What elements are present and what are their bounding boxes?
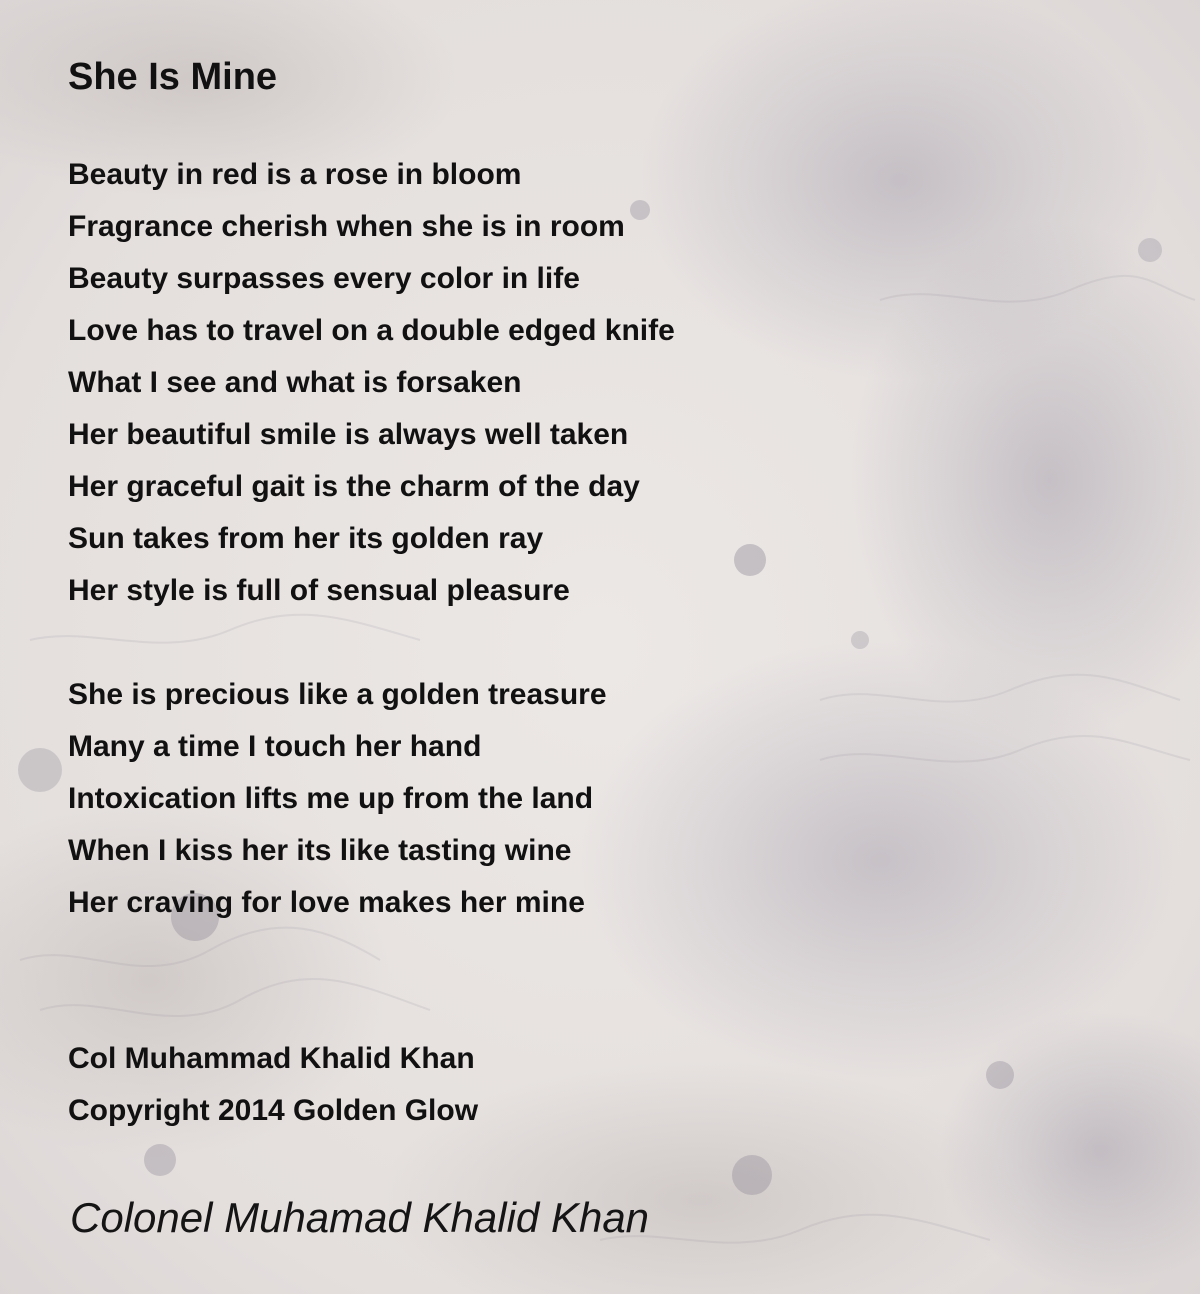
poem-line: What I see and what is forsaken — [68, 366, 522, 399]
author-signature: Colonel Muhamad Khalid Khan — [70, 1194, 650, 1241]
poem-line: Her graceful gait is the charm of the day — [68, 470, 640, 503]
poem-line: Her craving for love makes her mine — [68, 886, 585, 919]
poem-stanza-2 — [68, 669, 607, 929]
poem-line: Beauty surpasses every color in life — [68, 262, 580, 295]
poem-line: When I kiss her its like tasting wine — [68, 834, 572, 867]
poem-credits — [68, 1033, 478, 1137]
poem-line: Intoxication lifts me up from the land — [68, 782, 594, 815]
copyright-notice: Copyright 2014 Golden Glow — [68, 1094, 479, 1127]
poem-line: She is precious like a golden treasure — [68, 678, 607, 711]
poem-line: Fragrance cherish when she is in room — [68, 210, 625, 243]
poem-line: Her beautiful smile is always well taken — [68, 418, 629, 451]
poem-line: Love has to travel on a double edged knife — [68, 314, 675, 347]
author-credit: Col Muhammad Khalid Khan — [68, 1042, 475, 1075]
poem-line: Beauty in red is a rose in bloom — [68, 158, 522, 191]
poem-line: Her style is full of sensual pleasure — [68, 574, 570, 607]
poem-title: She Is Mine — [68, 56, 278, 98]
poem-stanza-1 — [68, 149, 675, 617]
poem-line: Many a time I touch her hand — [68, 730, 482, 763]
poem-line: Sun takes from her its golden ray — [68, 522, 544, 555]
